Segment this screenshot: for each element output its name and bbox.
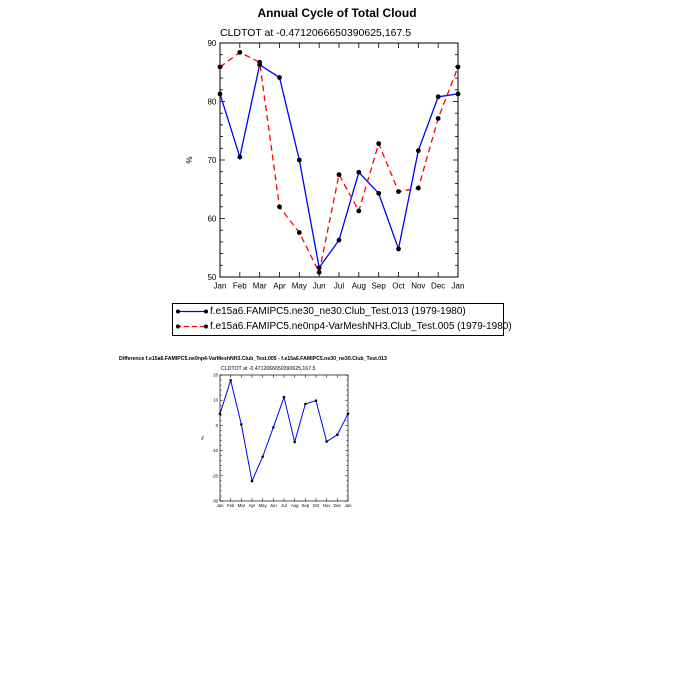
main-series-1-point [416, 148, 421, 153]
main-series-1-point [237, 155, 242, 160]
legend-entry-series2 [173, 319, 512, 334]
diff-series-1-point [251, 480, 254, 483]
main-x-tick-label: Mar [252, 281, 267, 291]
main-x-tick-label: Oct [392, 281, 405, 291]
diff-x-tick-label: Aug [290, 503, 299, 509]
main-x-tick-label: Aug [351, 281, 366, 291]
diff-x-tick-label: Jan [344, 503, 352, 509]
main-x-tick-label: May [291, 281, 307, 291]
diff-x-tick-label: Dec [333, 503, 342, 509]
main-x-tick-label: Jan [213, 281, 227, 291]
diff-y-tick-label: -20 [211, 473, 219, 479]
diff-series-1-point [304, 403, 307, 406]
main-series-1-point [456, 91, 461, 96]
main-series-1-point [297, 158, 302, 163]
main-plot-area [207, 39, 464, 291]
diff-y-tick-label: -10 [211, 448, 219, 454]
main-series-2-point [297, 230, 302, 235]
diff-series-1-point [325, 440, 328, 443]
diff-series-1-point [336, 433, 339, 436]
main-series-2-point [396, 189, 401, 194]
main-series-1-point [337, 238, 342, 243]
diff-series-1-point [219, 413, 222, 416]
main-y-tick-label: 90 [207, 38, 217, 48]
main-series-1-point [277, 75, 282, 80]
diff-y-tick-label: 10 [213, 397, 219, 403]
legend-swatch-series2 [175, 319, 209, 334]
diff-plot-area [212, 373, 352, 509]
diff-series-1-point [272, 426, 275, 429]
main-x-tick-label: Nov [411, 281, 426, 291]
main-y-axis-label: % [185, 156, 194, 164]
legend-label-series2: f.e15a6.FAMIPC5.ne0np4-VarMeshNH3.Club_Test.005 (1979-1980) [210, 321, 512, 332]
diff-series-1-point [293, 441, 296, 444]
main-x-tick-label: Dec [431, 281, 446, 291]
main-x-tick-label: Jul [333, 281, 345, 291]
main-series-line-1 [220, 65, 458, 268]
main-x-tick-label: Feb [232, 281, 247, 291]
diff-y-tick-label: -30 [211, 498, 219, 504]
main-series-2-point [257, 60, 262, 65]
main-series-2-point [218, 65, 223, 70]
legend-entry-series1 [173, 304, 503, 319]
diff-x-tick-label: Feb [226, 503, 235, 509]
diff-y-tick-label: 0 [215, 422, 219, 428]
legend-label-series1: f.e15a6.FAMIPC5.ne30_ne30.Club_Test.013 (1979-1980) [210, 306, 466, 317]
main-series-1-point [376, 191, 381, 196]
diff-series-1-point [315, 399, 318, 402]
main-y-tick-label: 80 [207, 97, 217, 107]
main-series-1-point [396, 247, 401, 252]
diff-series-line-1 [220, 380, 348, 481]
main-x-tick-label: Sep [371, 281, 386, 291]
diff-chart-title: Difference f.e15a6.FAMIPC5.ne0np4-VarMeshNH3.Club_Test.005 - f.e15a6.FAMIPC5.ne30_ne30.Club_Test.013 [119, 356, 387, 362]
diff-series-1-point [283, 396, 286, 399]
main-series-2-point [237, 50, 242, 55]
main-series-1-point [317, 265, 322, 270]
diff-series-1-point [229, 379, 232, 382]
diff-x-tick-label: May [258, 503, 267, 509]
main-series-2-point [436, 116, 441, 121]
main-series-1-point [356, 170, 361, 175]
main-series-2-point [337, 172, 342, 177]
diff-plot-frame [220, 375, 348, 501]
main-series-2-point [376, 141, 381, 146]
diff-x-tick-label: Mar [237, 503, 246, 509]
main-chart-subtitle: CLDTOT at -0.4712066650390625,167.5 [220, 27, 412, 39]
diff-y-axis-label: % [200, 435, 205, 441]
diff-x-tick-label: Sep [301, 503, 310, 509]
legend-swatch-series1 [175, 304, 209, 319]
main-series-1-point [218, 91, 223, 96]
diff-y-tick-label: 20 [213, 372, 219, 378]
diff-x-tick-label: Oct [312, 503, 320, 509]
main-x-tick-label: Apr [273, 281, 286, 291]
diff-x-tick-label: Jun [269, 503, 277, 509]
diff-x-tick-label: Nov [322, 503, 331, 509]
diff-x-tick-label: Apr [248, 503, 256, 509]
main-series-2-point [356, 208, 361, 213]
main-chart-title: Annual Cycle of Total Cloud [257, 6, 417, 20]
main-x-tick-label: Jun [312, 281, 326, 291]
main-series-2-point [317, 270, 322, 275]
diff-x-tick-label: Jan [216, 503, 224, 509]
diff-series-1-point [347, 413, 350, 416]
main-y-tick-label: 60 [207, 214, 217, 224]
main-series-2-point [277, 204, 282, 209]
main-series-1-point [436, 94, 441, 99]
main-x-tick-label: Jan [451, 281, 465, 291]
diff-chart-subtitle: CLDTOT at -0.4712066650390625,167.5 [221, 366, 316, 372]
diff-series-1-point [261, 455, 264, 458]
main-y-tick-label: 70 [207, 155, 217, 165]
main-series-2-point [456, 65, 461, 70]
main-y-tick-label: 50 [207, 272, 217, 282]
main-series-2-point [416, 186, 421, 191]
main-legend [172, 303, 512, 336]
diff-x-tick-label: Jul [281, 503, 287, 509]
diff-series-1-point [240, 423, 243, 426]
